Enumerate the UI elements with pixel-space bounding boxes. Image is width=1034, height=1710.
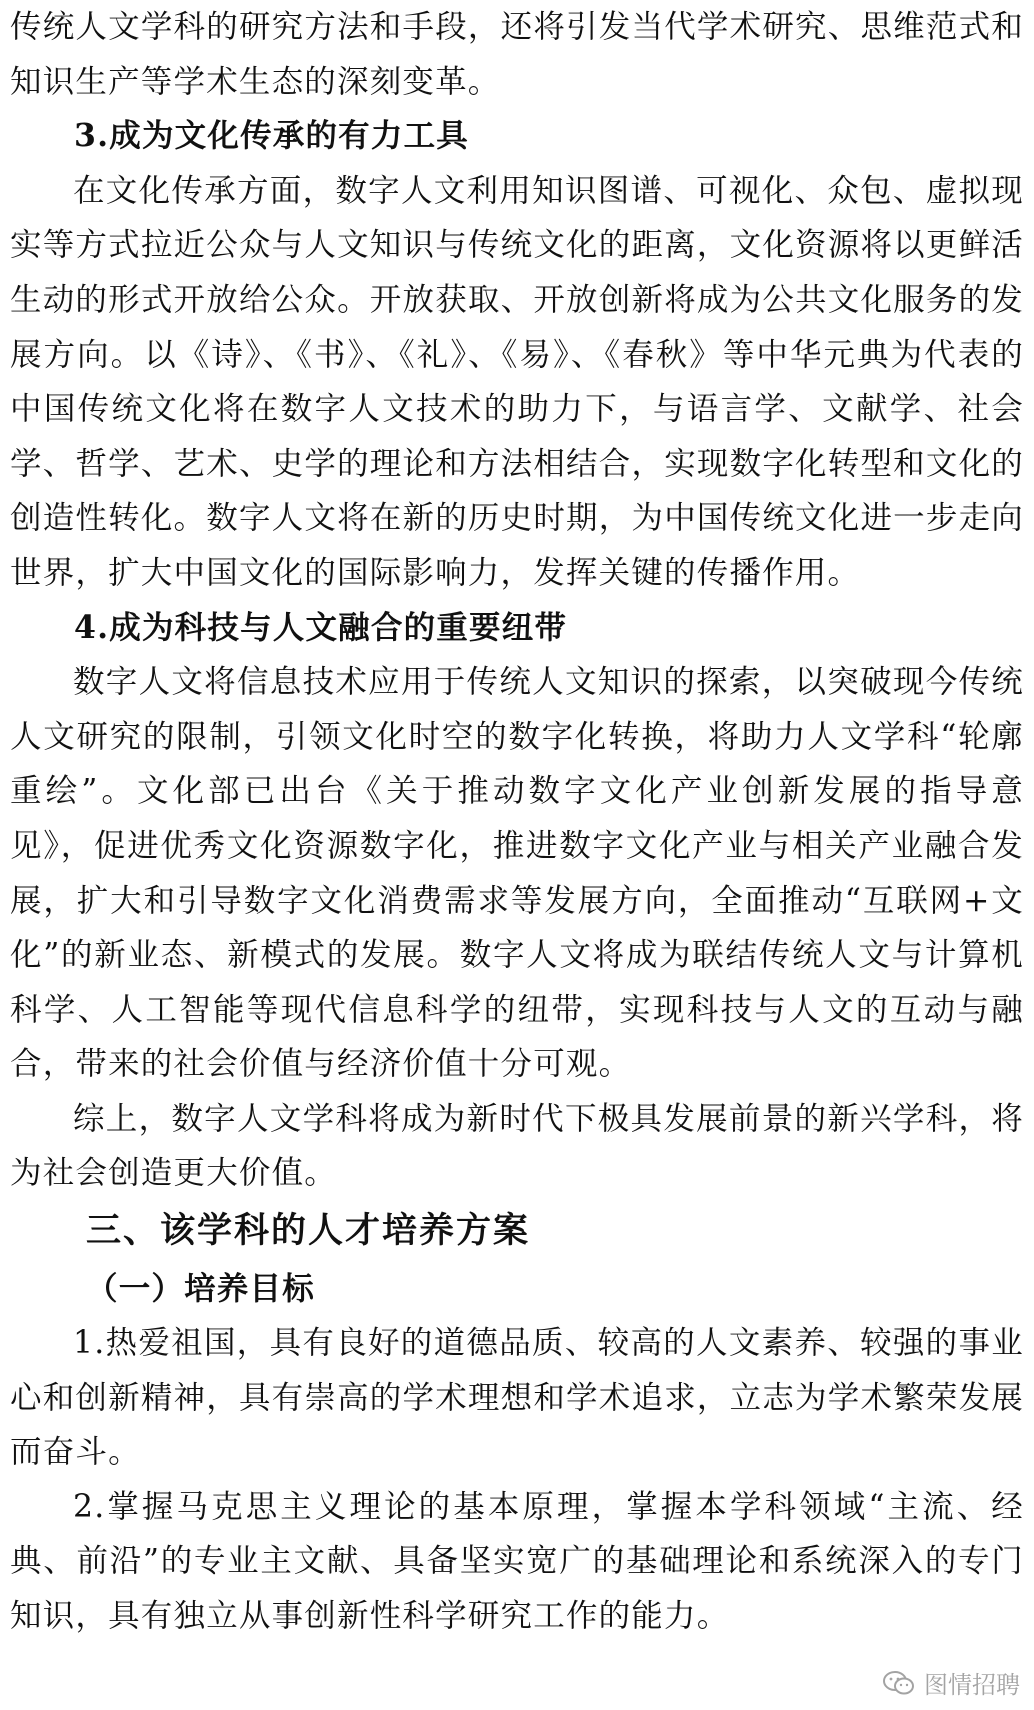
paragraph-tech-humanities: 数字人文将信息技术应用于传统人文知识的探索，以突破现今传统人文研究的限制，引领文化时空的数字化转换，将助力人文学科“轮廓重绘”。文化部已出台《关于推动数字文化产业创新发展的指导意见》，促进优秀文化资源数字化，推进数字文化产业与相关产业融合发展，扩大和引导数字文化消费需求等发展方向，全面推动“互联网+文化”的新业态、新模式的发展。数字人文将成为联结传统人文与计算机科学、人工智能等现代信息科学的纽带，实现科技与人文的互动与融合，带来的社会价值与经济价值十分可观。 bbox=[10, 664, 1024, 1083]
section-title: 三、该学科的人才培养方案 bbox=[86, 1210, 531, 1252]
paragraph-continuation: 传统人文学科的研究方法和手段，还将引发当代学术研究、思维范式和知识生产等学术生态的深刻变革。 bbox=[10, 9, 1024, 100]
watermark-text: 图情招聘 bbox=[924, 1671, 1020, 1699]
document-page bbox=[10, 0, 1024, 1644]
goal-item-2: 2.掌握马克思主义理论的基本原理，掌握本学科领域“主流、经典、前沿”的专业主文献、具备坚实宽广的基础理论和系统深入的专门知识，具有独立从事创新性科学研究工作的能力。 bbox=[10, 1488, 1024, 1635]
wechat-icon bbox=[882, 1670, 916, 1696]
watermark bbox=[882, 1665, 1020, 1700]
paragraph-cultural-heritage: 在文化传承方面，数字人文利用知识图谱、可视化、众包、虚拟现实等方式拉近公众与人文知识与传统文化的距离，文化资源将以更鲜活生动的形式开放给公众。开放获取、开放创新将成为公共文化服务的发展方向。以《诗》、《书》、《礼》、《易》、《春秋》等中华元典为代表的中国传统文化将在数字人文技术的助力下，与语言学、文献学、社会学、哲学、艺术、史学的理论和方法相结合，实现数字化转型和文化的创造性转化。数字人文将在新的历史时期，为中国传统文化进一步走向世界，扩大中国文化的国际影响力，发挥关键的传播作用。 bbox=[10, 172, 1024, 591]
subheading-3: 3.成为文化传承的有力工具 bbox=[74, 117, 469, 155]
section-subtitle: （一）培养目标 bbox=[86, 1270, 315, 1308]
goal-item-1: 1.热爱祖国，具有良好的道德品质、较高的人文素养、较强的事业心和创新精神，具有崇高的学术理想和学术追求，立志为学术繁荣发展而奋斗。 bbox=[10, 1325, 1024, 1471]
subheading-4: 4.成为科技与人文融合的重要纽带 bbox=[74, 608, 568, 646]
paragraph-summary: 综上，数字人文学科将成为新时代下极具发展前景的新兴学科，将为社会创造更大价值。 bbox=[10, 1100, 1024, 1192]
